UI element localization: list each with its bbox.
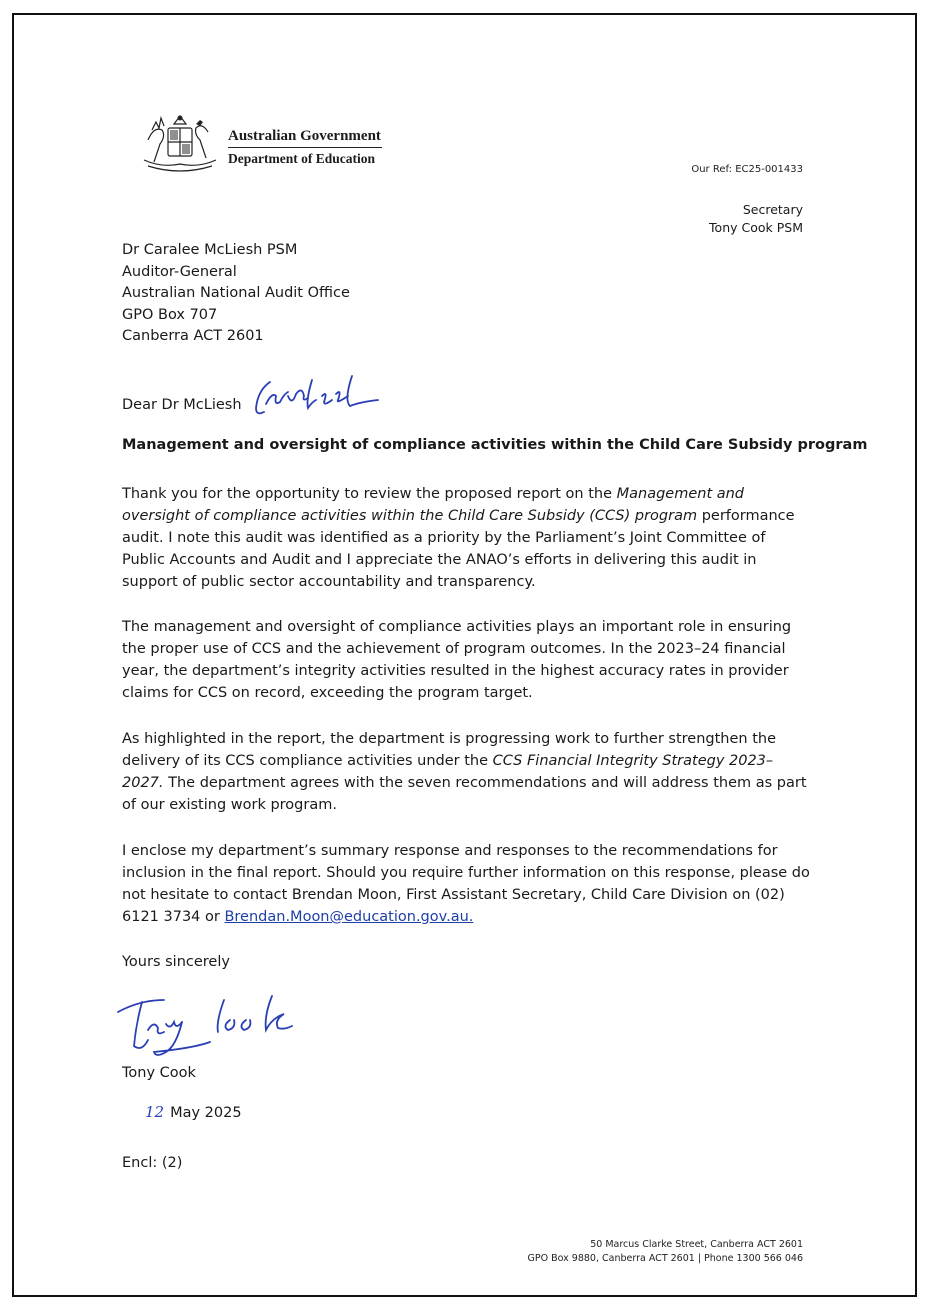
email-link[interactable]: Brendan.Moon@education.gov.au. — [224, 909, 474, 925]
letter-subject: Management and oversight of compliance activities within the Child Care Subsidy program — [122, 437, 868, 453]
body-paragraph-1 — [122, 483, 812, 593]
strategy-title: CCS Financial Integrity Strategy 2023–2027. — [122, 753, 774, 791]
salutation: Dear Dr McLiesh — [122, 397, 242, 413]
letterhead — [228, 128, 382, 167]
body-paragraph-2: The management and oversight of compliance activities plays an important role in ensuring the proper use of CCS and the achievement of program outcomes. In the 2023–24 financial year, the department’s integrity activities resulted in the highest accuracy rates in provider claims for CCS on record, exceeding the program target. — [122, 619, 792, 701]
report-title: Management and oversight of compliance activities within the Child Care Subsidy (CCS) program — [122, 486, 745, 524]
handwritten-caralee-signature — [252, 368, 382, 428]
body-paragraph-4 — [122, 840, 812, 928]
date-month-year: May 2025 — [170, 1105, 242, 1121]
body-paragraph-3 — [122, 728, 812, 816]
footer-street: 50 Marcus Clarke Street, Canberra ACT 2601 — [590, 1239, 803, 1250]
sender-title: Secretary — [742, 202, 803, 217]
recipient-address — [122, 240, 522, 348]
sender-block — [709, 201, 803, 237]
footer-address — [528, 1238, 803, 1266]
paragraph-text: I enclose my department’s summary response and responses to the recommendations for inclusion in the final report. Should you require further information on this response, please do not hesitate to contact Brendan Moon, First Assistant Secretary, Child Care Division on (02) 6121 3734 or — [122, 843, 810, 925]
recipient-line: Auditor-General — [122, 263, 237, 280]
handwritten-tony-cook-signature — [112, 990, 312, 1062]
recipient-line: Australian National Audit Office — [122, 285, 350, 301]
coat-of-arms-logo — [138, 110, 222, 176]
closing: Yours sincerely — [122, 954, 230, 970]
handwritten-day: 12 — [145, 1103, 165, 1121]
recipient-line: Canberra ACT 2601 — [122, 328, 264, 344]
footer-postal-phone: GPO Box 9880, Canberra ACT 2601 | Phone 1300 566 046 — [527, 1253, 803, 1264]
department-name: Department of Education — [228, 151, 375, 166]
sender-name: Tony Cook PSM — [709, 220, 803, 235]
paragraph-text: Thank you for the opportunity to review the proposed report on the — [122, 486, 617, 502]
paragraph-text: The department agrees with the seven recommendations and will address them as part of our existing work program. — [122, 775, 807, 813]
enclosure-note: Encl: (2) — [122, 1155, 183, 1171]
paragraph-text: performance audit. I note this audit was identified as a priority by the Parliament’s Joint Committee of Public Accounts and Audit and I appreciate the ANAO’s efforts in delivering this audit in support of public sector accountability and transparency. — [122, 508, 795, 590]
paragraph-text: As highlighted in the report, the department is progressing work to further strengthen the delivery of its CCS compliance activities under the — [122, 731, 776, 769]
agency-name: Australian Government — [228, 128, 381, 144]
recipient-line: GPO Box 707 — [122, 306, 218, 323]
signatory-name: Tony Cook — [122, 1065, 196, 1081]
letterhead-divider — [228, 147, 382, 148]
our-reference: Our Ref: EC25-001433 — [691, 164, 803, 175]
letter-date — [145, 1102, 242, 1125]
recipient-line: Dr Caralee McLiesh PSM — [122, 242, 298, 258]
